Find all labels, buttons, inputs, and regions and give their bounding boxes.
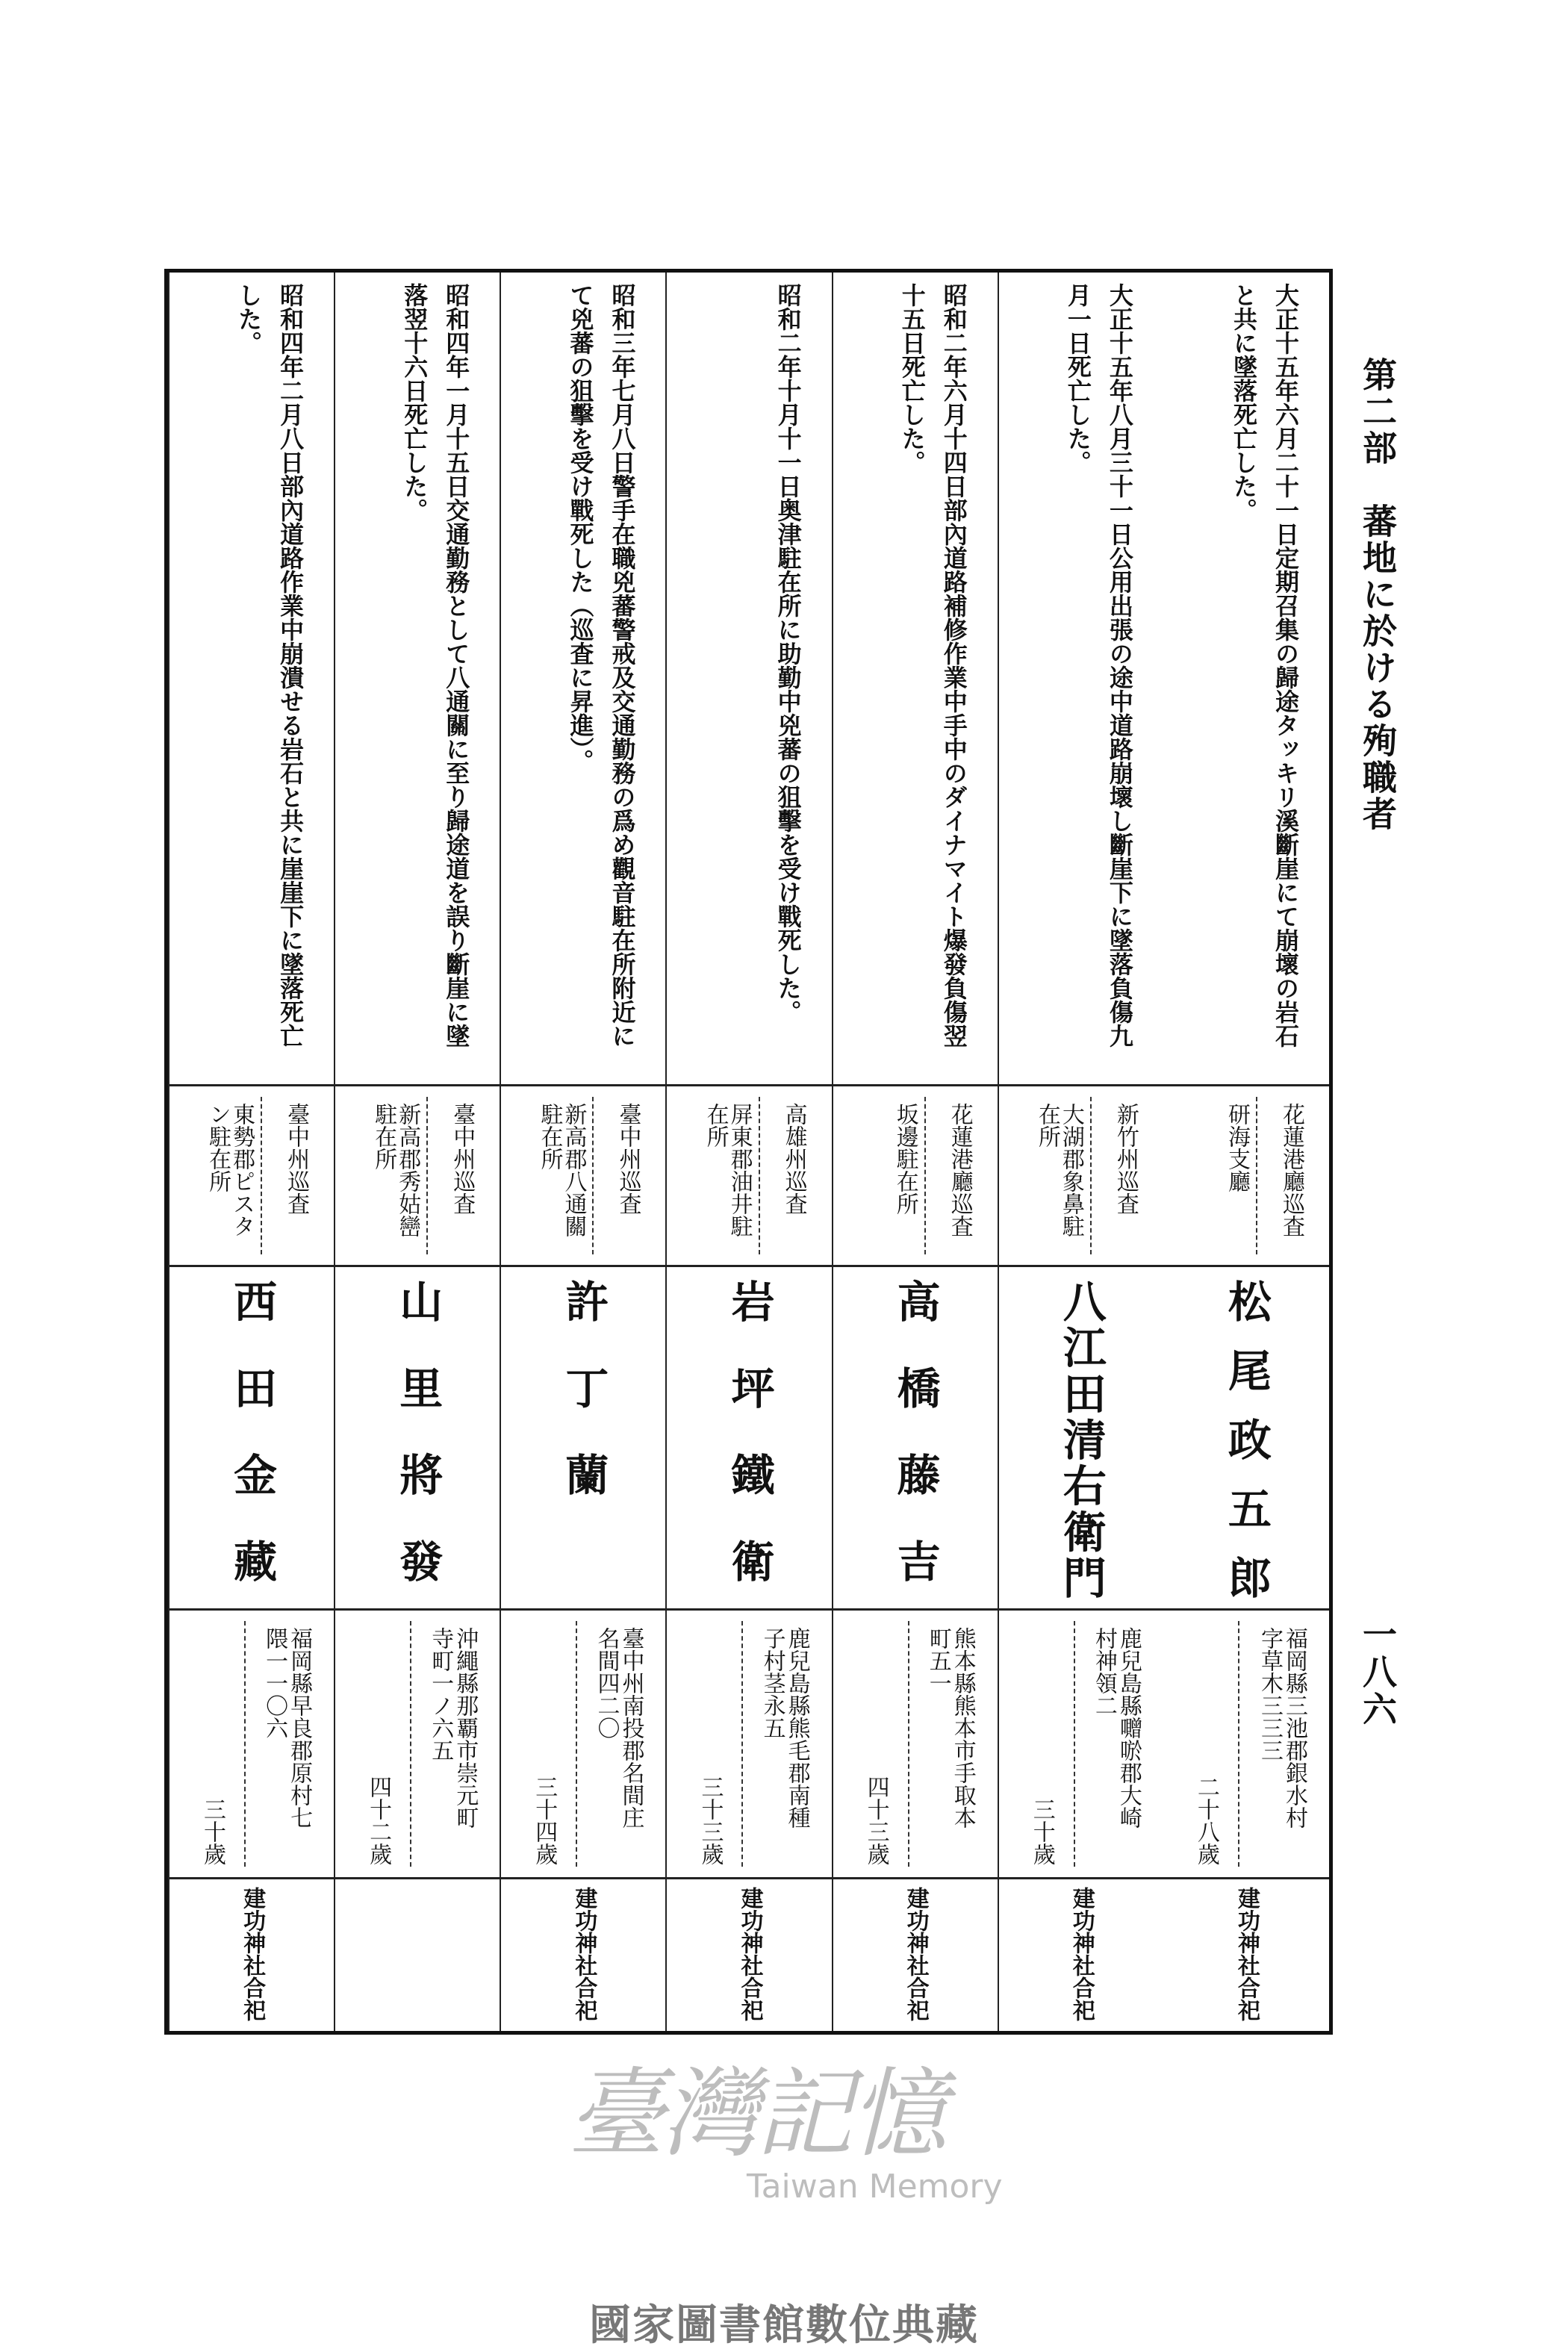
note-cell (501, 1879, 665, 2031)
page-number: 一八六 (1357, 1617, 1398, 1729)
note-cell (169, 1879, 334, 2031)
table-column (168, 273, 334, 2031)
address-line: 町五一 (924, 1627, 951, 1694)
description-line: 月一日死亡した。 (1063, 283, 1092, 474)
hometown-address (1092, 1627, 1141, 1829)
post-cell (833, 1086, 998, 1267)
dashed-divider (426, 1097, 428, 1254)
watermark-english-text: Taiwan Memory (747, 2168, 1003, 2206)
location-line: 坂邊駐在所 (892, 1103, 918, 1215)
hometown-cell (999, 1611, 1163, 1879)
address-line: 字草木三三三 (1257, 1627, 1283, 1761)
name-cell (833, 1267, 998, 1625)
rank-text: 臺中州巡査 (283, 1103, 310, 1215)
station-location (703, 1103, 751, 1237)
enshrinement-note: 建功神社合祀 (239, 1887, 266, 2021)
description-line: 十五日死亡した。 (897, 283, 927, 474)
hometown-cell (1163, 1611, 1329, 1879)
station-location (1225, 1103, 1248, 1192)
person-name: 岩坪鐵衛 (724, 1279, 775, 1625)
age-text: 四十三歲 (862, 1776, 889, 1865)
enshrinement-note: 建功神社合祀 (1233, 1887, 1260, 2021)
enshrinement-note: 建功神社合祀 (736, 1887, 763, 2021)
casualty-table (164, 269, 1333, 2035)
dashed-divider (1256, 1097, 1257, 1254)
person-name: 高橋藤吉 (889, 1279, 941, 1625)
age-text: 三十歲 (1028, 1798, 1055, 1865)
dashed-divider (592, 1097, 594, 1254)
rank-text: 臺中州巡査 (449, 1103, 476, 1215)
note-cell (833, 1879, 998, 2031)
description-line: 昭和四年二月八日部內道路作業中崩潰せる岩石と共に崖崖下に墜落死亡 (276, 283, 305, 1048)
incident-description (833, 273, 998, 1086)
name-cell (1163, 1267, 1329, 1625)
age-text: 三十三歲 (697, 1776, 724, 1865)
location-line: ン駐在所 (205, 1103, 231, 1192)
name-cell (335, 1267, 500, 1625)
dotted-divider (908, 1621, 909, 1867)
post-cell (999, 1086, 1163, 1267)
description-line: と共に墜落死亡した。 (1230, 283, 1258, 522)
page-header-title: 第二部 蕃地に於ける殉職者 (1357, 357, 1398, 833)
rank-text: 花蓮港廳巡査 (1278, 1103, 1304, 1237)
location-line: 新高郡八通關 (560, 1103, 587, 1237)
dotted-divider (741, 1621, 743, 1867)
description-line: 大正十五年八月三十一日公用出張の途中道路崩壞し斷崖下に墜落負傷九 (1105, 283, 1134, 1048)
station-location (537, 1103, 585, 1237)
post-cell (169, 1086, 334, 1267)
location-line: 駐在所 (536, 1103, 563, 1170)
description-line: 昭和二年十月十一日奥津駐在所に助勤中兇蕃の狙擊を受け戰死した。 (774, 283, 803, 1024)
name-cell (169, 1267, 334, 1625)
hometown-cell (667, 1611, 831, 1879)
dotted-divider (244, 1621, 246, 1867)
address-line: 沖繩縣那覇市崇元町 (452, 1627, 479, 1829)
enshrinement-note: 建功神社合祀 (902, 1887, 929, 2021)
age-text: 三十四歲 (531, 1776, 558, 1865)
incident-description (169, 273, 334, 1086)
note-cell (999, 1879, 1163, 2031)
table-column (334, 273, 500, 2031)
location-line: 新高郡秀姑巒 (394, 1103, 421, 1237)
address-line: 隈一一〇六 (261, 1627, 288, 1739)
dotted-divider (1238, 1621, 1239, 1867)
dashed-divider (924, 1097, 926, 1254)
location-line: 研海支廳 (1224, 1103, 1250, 1192)
address-line: 鹿兒島縣囎唹郡大崎 (1115, 1627, 1142, 1829)
post-cell (335, 1086, 500, 1267)
incident-description (501, 273, 665, 1086)
dotted-divider (576, 1621, 577, 1867)
watermark-logo-text: 臺灣記憶 (567, 2057, 945, 2171)
table-column (1163, 273, 1329, 2031)
hometown-cell (833, 1611, 998, 1879)
rank-text: 高雄州巡査 (780, 1103, 807, 1215)
dashed-divider (759, 1097, 760, 1254)
location-line: 駐在所 (370, 1103, 397, 1170)
description-line: 大正十五年六月二十一日定期召集の歸途タッキリ溪斷崖にて崩壞の岩石 (1272, 283, 1300, 1048)
rank-text: 花蓮港廳巡査 (946, 1103, 973, 1237)
description-line: 昭和三年七月八日警手在職兇蕃警戒及交通勤務の爲め觀音駐在所附近に (608, 283, 637, 1048)
name-cell (667, 1267, 831, 1625)
hometown-address (594, 1627, 643, 1829)
incident-description (999, 273, 1163, 1086)
hometown-cell (335, 1611, 500, 1879)
post-cell (1163, 1086, 1329, 1267)
taiwan-memory-watermark (567, 2057, 1003, 2207)
person-name: 西田金藏 (226, 1279, 278, 1625)
address-line: 福岡縣早良郡原村七 (286, 1627, 313, 1829)
incident-description (667, 273, 831, 1086)
description-line: 落翌十六日死亡した。 (400, 283, 429, 522)
note-cell (1163, 1879, 1329, 2031)
address-line: 子村茎永五 (759, 1627, 785, 1739)
enshrinement-note: 建功神社合祀 (570, 1887, 597, 2021)
incident-description (335, 273, 500, 1086)
post-cell (667, 1086, 831, 1267)
table-column (998, 273, 1163, 2031)
table-column (665, 273, 831, 2031)
post-cell (501, 1086, 665, 1267)
enshrinement-note: 建功神社合祀 (1068, 1887, 1095, 2021)
hometown-address (760, 1627, 809, 1829)
hometown-address (926, 1627, 975, 1829)
address-line: 熊本縣熊本市手取本 (949, 1627, 976, 1829)
person-name: 山里將發 (392, 1279, 444, 1625)
address-line: 村神領二 (1090, 1627, 1117, 1717)
address-line: 寺町一ノ六五 (427, 1627, 454, 1761)
dashed-divider (261, 1097, 262, 1254)
footer-collection-credit: 國家圖書館數位典藏 (589, 2301, 979, 2350)
description-line: 昭和二年六月十四日部內道路補修作業中手中のダイナマイト爆發負傷翌 (939, 283, 968, 1048)
description-line: て兇蕃の狙擊を受け戰死した（巡査に昇進）。 (566, 283, 595, 773)
person-name: 松尾政五郎 (1220, 1279, 1272, 1625)
name-cell (501, 1267, 665, 1611)
rank-text: 新竹州巡査 (1112, 1103, 1139, 1215)
incident-description (1163, 273, 1329, 1086)
dotted-divider (410, 1621, 411, 1867)
location-line: 在所 (702, 1103, 729, 1148)
hometown-address (428, 1627, 477, 1829)
address-line: 臺中州南投郡名間庄 (617, 1627, 644, 1829)
hometown-address (262, 1627, 311, 1829)
description-line: 昭和四年一月十五日交通勤務として八通關に至り歸途道を誤り斷崖に墜 (442, 283, 471, 1048)
note-cell (335, 1879, 500, 2031)
note-cell (667, 1879, 831, 2031)
person-name: 八江田清右衛門 (1055, 1279, 1107, 1602)
location-line: 大湖郡象鼻駐 (1057, 1103, 1084, 1237)
name-cell (999, 1267, 1163, 1611)
rank-text: 臺中州巡査 (615, 1103, 641, 1215)
age-text: 四十二歲 (365, 1776, 392, 1865)
address-line: 名間四二〇 (593, 1627, 620, 1739)
person-name: 許丁蘭 (558, 1279, 609, 1539)
location-line: 東勢郡ピスタ (228, 1103, 255, 1237)
hometown-cell (169, 1611, 334, 1879)
table-column (500, 273, 665, 2031)
dotted-divider (1074, 1621, 1075, 1867)
station-location (205, 1103, 253, 1237)
location-line: 屏東郡油井駐 (726, 1103, 753, 1237)
address-line: 福岡縣三池郡銀水村 (1281, 1627, 1307, 1829)
station-location (893, 1103, 917, 1215)
age-text: 二十八歲 (1192, 1776, 1219, 1865)
age-text: 三十歲 (199, 1798, 226, 1865)
location-line: 在所 (1033, 1103, 1060, 1148)
address-line: 鹿兒島縣熊毛郡南種 (783, 1627, 810, 1829)
hometown-address (1257, 1627, 1307, 1829)
description-line: した。 (234, 283, 264, 355)
station-location (371, 1103, 419, 1237)
hometown-cell (501, 1611, 665, 1879)
table-column (832, 273, 998, 2031)
station-location (1035, 1103, 1083, 1237)
dashed-divider (1090, 1097, 1092, 1254)
